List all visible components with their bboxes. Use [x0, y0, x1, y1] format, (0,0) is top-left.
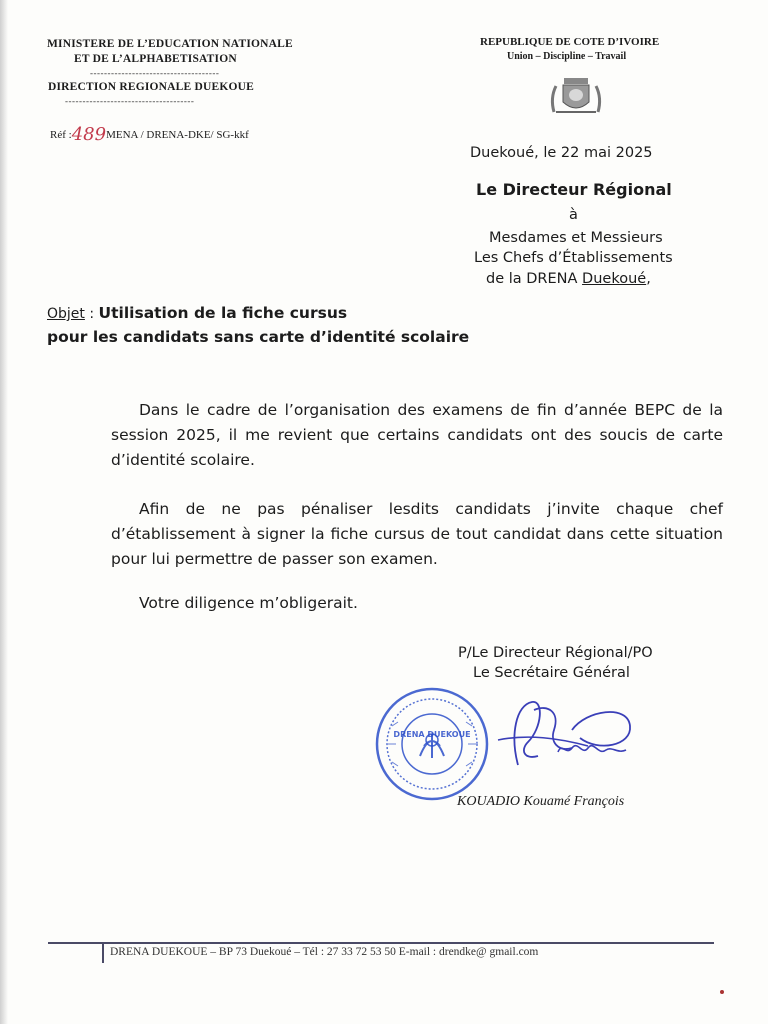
- footer-vertical-rule: [102, 944, 104, 963]
- stamp-center-text: DRENA DUEKOUE: [393, 730, 471, 739]
- subject-text-line2: pour les candidats sans carte d’identité scolaire: [47, 328, 470, 346]
- ministry-name-line1: MINISTERE DE L’EDUCATION NATIONALE: [47, 38, 293, 50]
- reference-line: [50, 122, 249, 143]
- handwritten-signature-icon: [488, 690, 648, 780]
- page-shadow-edge: [0, 0, 8, 1024]
- body-paragraph-1: Dans le cadre de l’organisation des examens de fin d’année BEPC de la session 2025, il me revient que certains candidats ont des soucis de carte d’identité scolaire.: [111, 401, 723, 469]
- regional-direction-name: DIRECTION REGIONALE DUEKOUE: [48, 81, 255, 93]
- coat-of-arms-icon: [546, 72, 606, 118]
- recipient-line3-place: Duekoué: [582, 271, 647, 287]
- subject-separator: :: [84, 306, 99, 322]
- republic-motto: Union – Discipline – Travail: [507, 51, 627, 62]
- sender-title: Le Directeur Régional: [476, 180, 672, 199]
- header-separator-1: -------------------------------------: [90, 68, 220, 78]
- recipient-line2: Les Chefs d’Établissements: [474, 250, 673, 266]
- page-mark-dot: [720, 990, 724, 994]
- signatory-name: KOUADIO Kouamé François: [457, 794, 625, 809]
- reference-number: 489: [71, 124, 107, 145]
- footer-contact-text: DRENA DUEKOUE – BP 73 Duekoué – Tél : 27 33 72 53 50 E-mail : drendke@ gmail.com: [110, 946, 539, 958]
- footer-rule: [48, 942, 714, 944]
- reference-suffix: MENA / DRENA-DKE/ SG-kkf: [106, 129, 249, 141]
- ministry-name-line2: ET DE L’ALPHABETISATION: [74, 53, 237, 65]
- reference-prefix: Réf :: [50, 129, 72, 141]
- subject-text-line1: Utilisation de la fiche cursus: [98, 304, 348, 322]
- header-separator-2: -------------------------------------: [65, 96, 195, 106]
- body-paragraph-2: Afin de ne pas pénaliser lesdits candidats j’invite chaque chef d’établissement à signer la fiche cursus de tout candidat dans cette situation pour lui permettre de passer son examen.: [111, 500, 723, 568]
- republic-title: REPUBLIQUE DE COTE D’IVOIRE: [480, 36, 660, 48]
- recipient-line3-prefix: de la DRENA: [486, 271, 583, 287]
- recipient-line3: [486, 271, 651, 287]
- subject-line1: [47, 303, 347, 322]
- recipient-line1: Mesdames et Messieurs: [489, 230, 663, 246]
- recipient-line3-suffix: ,: [646, 271, 651, 287]
- official-stamp-icon: [374, 686, 490, 802]
- subject-label: Objet: [47, 306, 85, 322]
- to-word: à: [569, 207, 578, 223]
- signature-title-line2: Le Secrétaire Général: [473, 665, 630, 681]
- signature-title-line1: P/Le Directeur Régional/PO: [458, 645, 653, 661]
- body-paragraph-3: Votre diligence m’obligerait.: [139, 594, 358, 612]
- date-line: Duekoué, le 22 mai 2025: [470, 145, 653, 161]
